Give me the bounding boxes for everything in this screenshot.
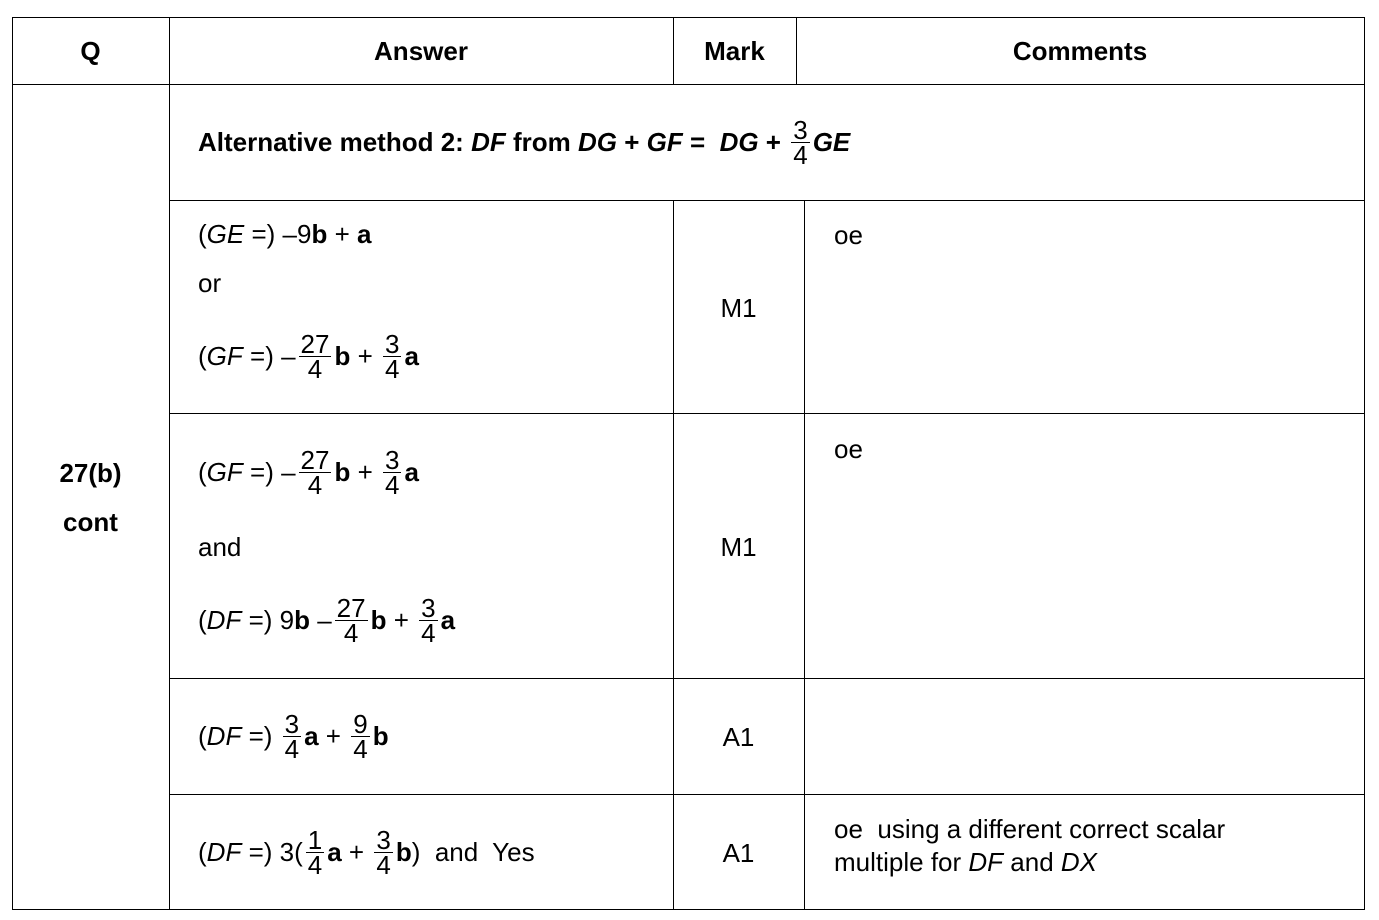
header-divider	[12, 84, 1365, 85]
table-border-right	[1364, 17, 1365, 910]
fraction-denominator: 4	[343, 617, 359, 648]
vector-b: b	[395, 837, 412, 867]
comment-dx: DX	[1060, 847, 1098, 877]
row1-gf-line	[198, 322, 419, 390]
row2-comment: oe	[834, 434, 863, 464]
df-label: DF	[206, 837, 242, 867]
question-cont: cont	[63, 507, 118, 537]
row4-comment-line1: oe using a different correct scalar	[834, 814, 1226, 844]
plus-sign: +	[318, 721, 349, 751]
fraction-denominator: 4	[307, 849, 323, 880]
fraction-numerator: 27	[300, 444, 330, 475]
plus-sign: +	[350, 341, 380, 371]
method-divider	[169, 200, 1365, 201]
fraction	[299, 444, 332, 500]
row2-and: and	[198, 532, 242, 562]
fraction-denominator: 4	[376, 849, 391, 880]
vector-a: a	[404, 341, 419, 371]
row1-or: or	[198, 268, 222, 298]
header-mark: Mark	[704, 36, 765, 66]
comment-df: DF	[968, 847, 1004, 877]
vector-a: a	[357, 219, 372, 249]
df-label: DF	[206, 721, 242, 751]
mark-column-divider	[804, 200, 805, 910]
fraction-numerator: 27	[336, 592, 366, 623]
fraction-denominator: 4	[284, 733, 300, 764]
eq-text: =) 9	[241, 605, 295, 635]
eq-text: =) –	[242, 341, 296, 371]
paren: (	[198, 837, 207, 867]
method-eq: =	[682, 127, 720, 157]
row1-comment: oe	[834, 220, 863, 250]
eq-text: =)	[244, 219, 283, 249]
method-heading	[198, 106, 850, 178]
eq-text: =) 3(	[241, 837, 303, 867]
eq-text: =) –	[242, 457, 296, 487]
fraction-numerator: 3	[284, 708, 300, 739]
method-prefix: Alternative method 2:	[198, 127, 472, 157]
method-plus1: +	[616, 127, 647, 157]
fraction-numerator: 3	[793, 114, 808, 145]
paren: (	[198, 341, 207, 371]
vector-a: a	[404, 457, 419, 487]
fraction	[351, 708, 369, 764]
gf-label: GF	[206, 341, 243, 371]
and-yes: and Yes	[420, 837, 535, 867]
fraction	[299, 328, 332, 384]
row2-divider	[169, 678, 1365, 679]
fraction-numerator: 3	[384, 328, 400, 359]
row3-df-line	[198, 702, 389, 770]
vector-b: b	[370, 605, 387, 635]
fraction	[374, 824, 392, 880]
method-dg1: DG	[577, 127, 617, 157]
eq-text: =)	[241, 721, 280, 751]
vector-b: b	[334, 341, 351, 371]
plus-sign: +	[327, 219, 357, 249]
close-paren: )	[411, 837, 421, 867]
ge-label: GE	[206, 219, 245, 249]
row2-df-line	[198, 586, 455, 654]
vector-b: b	[334, 457, 351, 487]
fraction-numerator: 27	[300, 328, 330, 359]
table-border-top	[12, 17, 1365, 18]
fraction-denominator: 4	[793, 139, 808, 170]
vector-a: a	[327, 837, 342, 867]
fraction-denominator: 4	[307, 469, 323, 500]
row2-gf-line	[198, 438, 419, 506]
fraction-denominator: 4	[384, 469, 400, 500]
q-column-divider	[169, 17, 170, 910]
fraction	[335, 592, 368, 648]
table-border-bottom	[12, 909, 1365, 910]
fraction-numerator: 9	[353, 708, 368, 739]
question-number: 27(b)	[59, 458, 122, 488]
row1-divider	[169, 413, 1365, 414]
row4-mark: A1	[722, 838, 755, 868]
fraction-numerator: 1	[307, 824, 323, 855]
method-df: DF	[471, 127, 506, 157]
row1-ge-line	[198, 219, 371, 249]
vector-a: a	[304, 721, 319, 751]
fraction	[283, 708, 301, 764]
paren: (	[198, 219, 207, 249]
method-dg2: DG	[719, 127, 759, 157]
minus-sign: –	[309, 605, 332, 635]
vector-a: a	[440, 605, 456, 635]
row2-mark: M1	[720, 532, 757, 562]
plus-sign: +	[341, 837, 372, 867]
df-label: DF	[206, 605, 242, 635]
fraction-numerator: 3	[421, 592, 436, 623]
gf-label: GF	[206, 457, 243, 487]
header-answer: Answer	[374, 36, 468, 66]
method-from: from	[505, 127, 578, 157]
method-ge: GE	[812, 127, 851, 157]
ge-coefficient: –9	[282, 219, 312, 249]
row3-mark: A1	[722, 722, 755, 752]
row3-divider	[169, 794, 1365, 795]
fraction-numerator: 3	[376, 824, 391, 855]
fraction-denominator: 4	[307, 353, 323, 384]
vector-b: b	[294, 605, 310, 635]
row4-comment-line2	[834, 847, 1097, 877]
header-comments: Comments	[1012, 36, 1148, 66]
plus-sign: +	[386, 605, 417, 635]
plus-sign: +	[350, 457, 380, 487]
header-q: Q	[80, 36, 101, 66]
comment-and: and	[1003, 847, 1061, 877]
fraction	[383, 444, 401, 500]
comment-text: multiple for	[834, 847, 969, 877]
fraction	[306, 824, 324, 880]
fraction-denominator: 4	[353, 733, 368, 764]
vector-b: b	[372, 721, 389, 751]
paren: (	[198, 605, 207, 635]
method-gf: GF	[646, 127, 683, 157]
method-plus2: +	[758, 127, 789, 157]
paren: (	[198, 721, 207, 751]
fraction-numerator: 3	[384, 444, 400, 475]
row1-mark: M1	[720, 293, 757, 323]
fraction	[383, 328, 401, 384]
fraction-denominator: 4	[421, 617, 436, 648]
fraction	[419, 592, 437, 648]
paren: (	[198, 457, 207, 487]
method-fraction	[791, 114, 809, 170]
vector-b: b	[311, 219, 328, 249]
row4-df-line	[198, 818, 535, 886]
fraction-denominator: 4	[384, 353, 400, 384]
